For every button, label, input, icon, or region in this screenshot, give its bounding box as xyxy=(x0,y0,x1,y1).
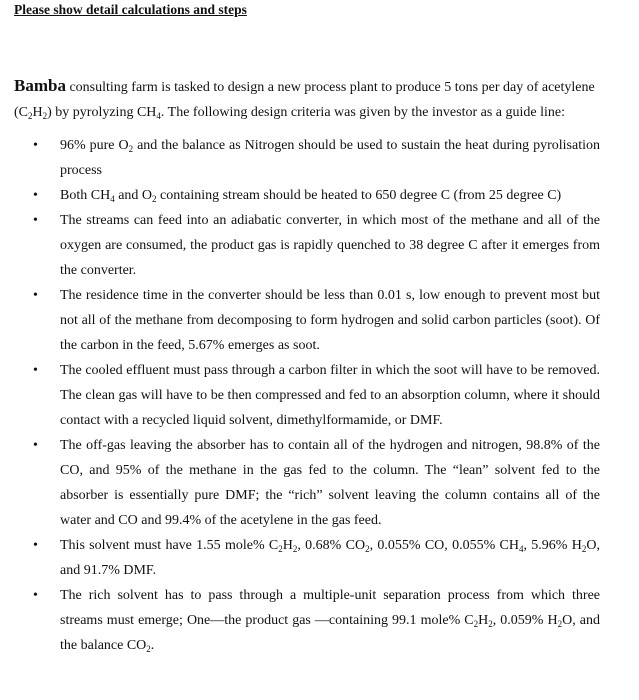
item-text: The streams can feed into an adiabatic converter, in which most of the methane and all of the oxygen are consumed, the product gas is rapidly quenched to 38 degree C after it emerges from the converter. xyxy=(60,213,600,278)
design-criteria-list xyxy=(0,133,620,658)
bullet-icon: • xyxy=(33,138,38,153)
intro-text: H xyxy=(32,105,43,120)
item-text: , 0.055% CO, 0.055% CH xyxy=(369,538,519,553)
company-name: Bamba xyxy=(14,76,66,95)
subscript: 4 xyxy=(110,194,115,204)
intro-text: . The following design criteria was given by the investor as a guide line: xyxy=(160,105,565,120)
list-item xyxy=(0,433,620,533)
bullet-icon: • xyxy=(33,188,38,203)
list-item xyxy=(0,133,620,183)
bullet-icon: • xyxy=(33,438,38,453)
item-text: containing stream should be heated to 650 degree C (from 25 degree C) xyxy=(156,188,562,203)
list-item xyxy=(0,208,620,283)
list-item xyxy=(0,358,620,433)
subscript: 2 xyxy=(152,194,157,204)
item-text: , 0.059% H xyxy=(492,613,558,628)
subscript: 4 xyxy=(518,544,524,554)
intro-text: consulting farm is tasked to design a new process plant to produce 5 tons per day of acetylene (C xyxy=(14,80,595,120)
item-text: and O xyxy=(114,188,153,203)
item-text: This solvent must have 1.55 mole% C xyxy=(60,538,279,553)
subscript: 2 xyxy=(278,544,283,554)
subscript: 2 xyxy=(42,111,48,121)
subscript: 2 xyxy=(473,619,479,629)
subscript: 2 xyxy=(128,144,134,154)
item-text: , 5.96% H xyxy=(523,538,582,553)
subscript: 2 xyxy=(146,644,151,654)
subscript: 2 xyxy=(488,619,493,629)
item-text: The cooled effluent must pass through a carbon filter in which the soot will have to be removed. The clean gas will have to be then compressed and fed to an absorption column, where it should contact with a recycled liquid solvent, dimethylformamide, or DMF. xyxy=(60,363,600,428)
item-text: O, and the balance CO xyxy=(60,613,600,653)
bullet-icon: • xyxy=(33,538,38,553)
bullet-icon: • xyxy=(33,363,38,378)
subscript: 4 xyxy=(156,111,161,121)
subscript: 2 xyxy=(557,619,563,629)
item-text: The residence time in the converter should be less than 0.01 s, low enough to prevent most but not all of the methane from decomposing to form hydrogen and solid carbon particles (soot). Of the carbon in the feed, 5.67% emerges as soot. xyxy=(60,288,600,353)
bullet-icon: • xyxy=(33,288,38,303)
subscript: 2 xyxy=(28,111,33,121)
subscript: 2 xyxy=(365,544,370,554)
item-text: , 0.68% CO xyxy=(297,538,366,553)
intro-text: ) by pyrolyzing CH xyxy=(47,105,157,120)
bullet-icon: • xyxy=(33,588,38,603)
item-text: 96% pure O xyxy=(60,138,129,153)
list-item xyxy=(0,533,620,583)
list-item xyxy=(0,583,620,658)
page-heading: Please show detail calculations and steps xyxy=(14,2,247,17)
item-text: The off-gas leaving the absorber has to contain all of the hydrogen and nitrogen, 98.8% of the CO, and 95% of the methane in the gas fed to the column. The “lean” solvent fed to the absorber is essentially pure DMF; the “rich” solvent leaving the column contains all of the water and CO and 99.4% of the acetylene in the gas feed. xyxy=(60,438,600,528)
subscript: 2 xyxy=(581,544,587,554)
intro-paragraph xyxy=(14,73,626,125)
item-text: H xyxy=(282,538,293,553)
item-text: . xyxy=(150,638,155,653)
item-text: Both CH xyxy=(60,188,111,203)
item-text: O, and 91.7% DMF. xyxy=(60,538,600,578)
subscript: 2 xyxy=(292,544,298,554)
item-text: H xyxy=(478,613,489,628)
list-item xyxy=(0,283,620,358)
item-text: and the balance as Nitrogen should be used to sustain the heat during pyrolisation process xyxy=(60,138,600,178)
bullet-icon: • xyxy=(33,213,38,228)
item-text: The rich solvent has to pass through a multiple-unit separation process from which three streams must emerge; One—the product gas —containing 99.1 mole% C xyxy=(60,588,600,628)
list-item xyxy=(0,183,620,208)
